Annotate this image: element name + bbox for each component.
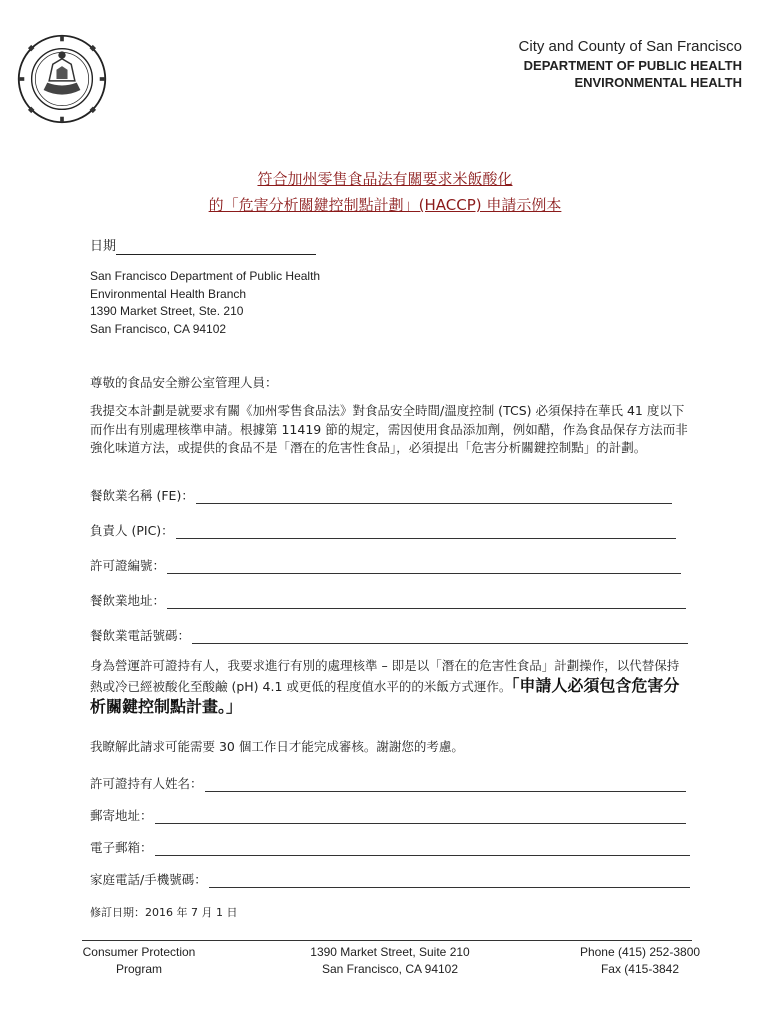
revision-date: 修訂日期：2016 年 7 月 1 日	[90, 906, 238, 919]
intro-paragraph: 我提交本計劃是就要求有關《加州零售食品法》對食品安全時間/溫度控制 (TCS) 必須保持在華氏 41 度以下而作出有別處理核準申請。根據第 11419 節的規定，需因使用食品添加劑，例如醋，作為食品保存方法而非強化味道方法，或提供的食品不是「潛在的危害性食品」，必須提出「危害分析關鍵控制點」的計劃。	[90, 403, 688, 455]
recipient-address	[90, 268, 690, 338]
city-name: City and County of San Francisco	[518, 38, 742, 55]
footer-divider	[82, 940, 692, 941]
field-label: 許可證持有人姓名：	[90, 776, 203, 791]
footer-line: San Francisco, CA 94102	[321, 962, 459, 976]
address-line: San Francisco, CA 94102	[90, 321, 227, 336]
greeting: 尊敬的食品安全辦公室管理人員：	[90, 375, 278, 390]
statement-emphasis: 「申請人必須包含危害分析關鍵控制點計畫。」	[90, 676, 680, 716]
field-line[interactable]	[155, 811, 686, 824]
establishment-phone-field[interactable]	[90, 626, 688, 644]
date-label: 日期	[90, 239, 117, 254]
statement-text: 身為營運許可證持有人，我要求進行有別的處理核準 – 即是以「潛在的危害性食品」計劃操作，以代替保持熱或冷已經被酸化至酸鹼 (pH) 4.1 或更低的程度值水平的的米飯方式運作。	[90, 658, 680, 694]
field-line[interactable]	[209, 875, 690, 888]
footer-program	[76, 944, 202, 978]
field-line[interactable]	[167, 561, 681, 574]
field-label: 餐飲業名稱 (FE)：	[90, 488, 194, 503]
permit-number-field[interactable]	[90, 556, 681, 574]
field-label: 餐飲業電話號碼：	[90, 628, 191, 643]
footer-line: Program	[115, 962, 162, 976]
address-line: 1390 Market Street, Ste. 210	[90, 304, 244, 318]
footer-line: Phone (415) 252-3800	[579, 945, 701, 959]
mailing-address-field[interactable]	[90, 806, 686, 824]
person-in-charge-field[interactable]	[90, 521, 676, 539]
division-name: ENVIRONMENTAL HEALTH	[574, 75, 742, 90]
field-line[interactable]	[176, 526, 676, 539]
establishment-address-field[interactable]	[90, 591, 686, 609]
city-county-seal	[16, 33, 108, 125]
review-note: 我瞭解此請求可能需要 30 個工作日才能完成審核。謝謝您的考慮。	[90, 739, 464, 754]
footer-line: Fax (415-3842	[600, 962, 680, 976]
address-line: San Francisco Department of Public Health	[90, 269, 321, 283]
field-line[interactable]	[155, 843, 690, 856]
field-label: 電子郵箱：	[90, 840, 153, 855]
field-label: 郵寄地址：	[90, 808, 153, 823]
footer-line: Consumer Protection	[82, 945, 196, 959]
field-label: 許可證編號：	[90, 558, 166, 573]
date-line[interactable]	[116, 240, 316, 255]
field-line[interactable]	[196, 491, 672, 504]
home-phone-field[interactable]	[90, 870, 690, 888]
footer-address	[290, 944, 490, 978]
field-line[interactable]	[192, 631, 688, 644]
email-field[interactable]	[90, 838, 690, 856]
field-line[interactable]	[167, 596, 686, 609]
field-label: 負責人 (PIC)：	[90, 523, 174, 538]
field-line[interactable]	[205, 779, 686, 792]
establishment-name-field[interactable]	[90, 486, 672, 504]
document-title-line2: 的「危害分析關鍵控制點計劃」(HACCP) 申請示例本	[208, 196, 562, 214]
footer-line: 1390 Market Street, Suite 210	[310, 945, 470, 959]
field-label: 家庭電話/手機號碼：	[90, 872, 207, 887]
header	[519, 38, 742, 90]
document-title-line1: 符合加州零售食品法有關要求米飯酸化	[257, 170, 513, 188]
footer-contact	[560, 944, 720, 978]
statement-paragraph	[90, 656, 690, 718]
date-field	[90, 238, 690, 255]
permit-holder-name-field[interactable]	[90, 774, 686, 792]
address-line: Environmental Health Branch	[90, 286, 247, 301]
field-label: 餐飲業地址：	[90, 593, 166, 608]
department-name: DEPARTMENT OF PUBLIC HEALTH	[523, 58, 742, 73]
